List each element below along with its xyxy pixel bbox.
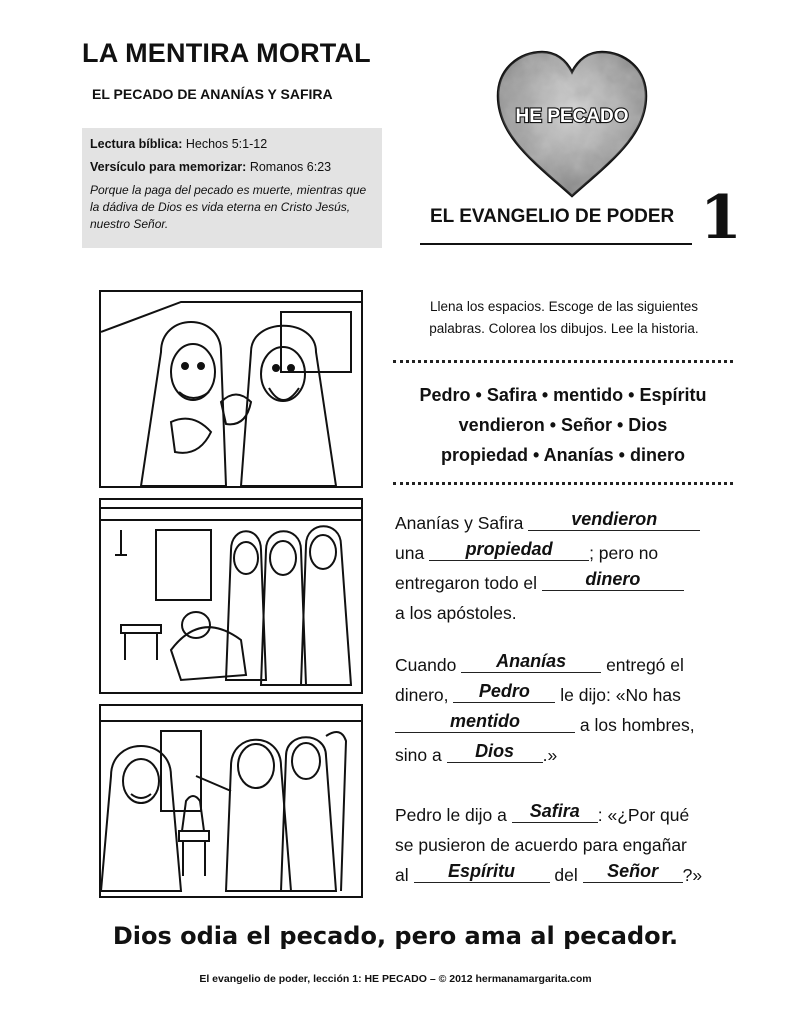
illustration-peter-confronts-sapphira [99,704,363,898]
story-text: Pedro le dijo a [395,805,507,825]
story-line [395,508,740,538]
word-bank-line: vendieron • Señor • Dios [458,415,668,435]
answer-blank [395,710,575,733]
story-text: una [395,543,425,563]
answer-blank [429,538,589,561]
instructions-line: Llena los espacios. Escoge de las siguientes [430,299,698,314]
answer-blank [453,680,555,703]
answer-blank [414,860,550,883]
answer-text: Pedro [478,681,530,701]
memory-verse-line [90,159,374,176]
answer-text: vendieron [571,509,658,529]
story-text: Cuando [395,655,457,675]
instructions [395,296,733,340]
story-text: .» [542,745,558,765]
story-text: le dijo: «No has [560,685,681,705]
story-text: a los hombres, [579,715,695,735]
story-text: : «¿Por qué [597,805,690,825]
scripture-info-box [82,128,382,248]
bible-reading-ref: Hechos 5:1-12 [185,137,268,151]
answer-text: Safira [529,801,580,821]
page-subtitle: EL PECADO DE ANANÍAS Y SAFIRA [92,86,333,102]
story-paragraph-3 [395,800,740,890]
illustration-couple-with-money [99,290,363,488]
word-bank-line: Pedro • Safira • mentido • Espíritu [419,385,707,405]
apostles-drawing [101,500,361,692]
story-text: al [395,865,409,885]
story-text: entregó el [606,655,684,675]
confrontation-drawing [101,706,361,896]
answer-blank [528,508,700,531]
verse-line: la dádiva de Dios es vida eterna en Cristo Jesús, [90,200,351,214]
illustration-offering-to-apostles [99,498,363,694]
page-title: LA MENTIRA MORTAL [82,38,371,68]
story-text: ; pero no [589,543,659,563]
story-line [395,860,740,890]
answer-text: dinero [585,569,641,589]
story-line [395,740,740,770]
story-line [395,680,740,710]
word-bank [393,380,733,470]
story-text: ?» [682,865,703,885]
page-footer: El evangelio de poder, lección 1: HE PECADO – © 2012 hermanamargarita.com [199,973,592,985]
story-text: sino a [395,745,442,765]
answer-blank [461,650,601,673]
story-line: se pusieron de acuerdo para engañar [395,835,687,855]
story-line [395,538,740,568]
bible-reading-label: Lectura bíblica: [90,137,183,151]
story-line [395,650,740,680]
memory-verse-ref: Romanos 6:23 [249,160,332,174]
word-bank-line: propiedad • Ananías • dinero [441,445,685,465]
story-paragraph-1 [395,508,740,628]
answer-text: mentido [450,711,520,731]
answer-text: propiedad [465,539,553,559]
couple-drawing [101,292,361,486]
story-text: dinero, [395,685,449,705]
answer-blank [512,800,598,823]
bible-reading-line [90,136,374,153]
story-text: entregaron todo el [395,573,538,593]
story-line [395,710,740,740]
verse-line: nuestro Señor. [90,217,169,231]
answer-blank [583,860,683,883]
answer-text: Ananías [496,651,567,671]
series-title: EL EVANGELIO DE PODER [430,206,675,227]
memory-verse-text [90,182,374,233]
series-underline [420,243,692,245]
answer-text: Dios [475,741,515,761]
dotted-divider [393,360,733,363]
story-line: a los apóstoles. [395,603,517,623]
verse-line: Porque la paga del pecado es muerte, mientras que [90,183,367,197]
badge-label: HE PECADO [515,106,629,127]
lesson-number: 1 [700,183,742,253]
heart-badge-icon [494,50,650,202]
story-line [395,800,740,830]
answer-blank [542,568,684,591]
story-text: Ananías y Safira [395,513,524,533]
story-text: del [554,865,578,885]
story-paragraph-2 [395,650,740,770]
answer-text: Espíritu [447,861,515,881]
answer-blank [447,740,543,763]
story-line [395,568,740,598]
memory-verse-label: Versículo para memorizar: [90,160,247,174]
lesson-motto: Dios odia el pecado, pero ama al pecador. [112,922,679,950]
dotted-divider [393,482,733,485]
answer-text: Señor [607,861,659,881]
instructions-line: palabras. Colorea los dibujos. Lee la historia. [429,321,699,336]
